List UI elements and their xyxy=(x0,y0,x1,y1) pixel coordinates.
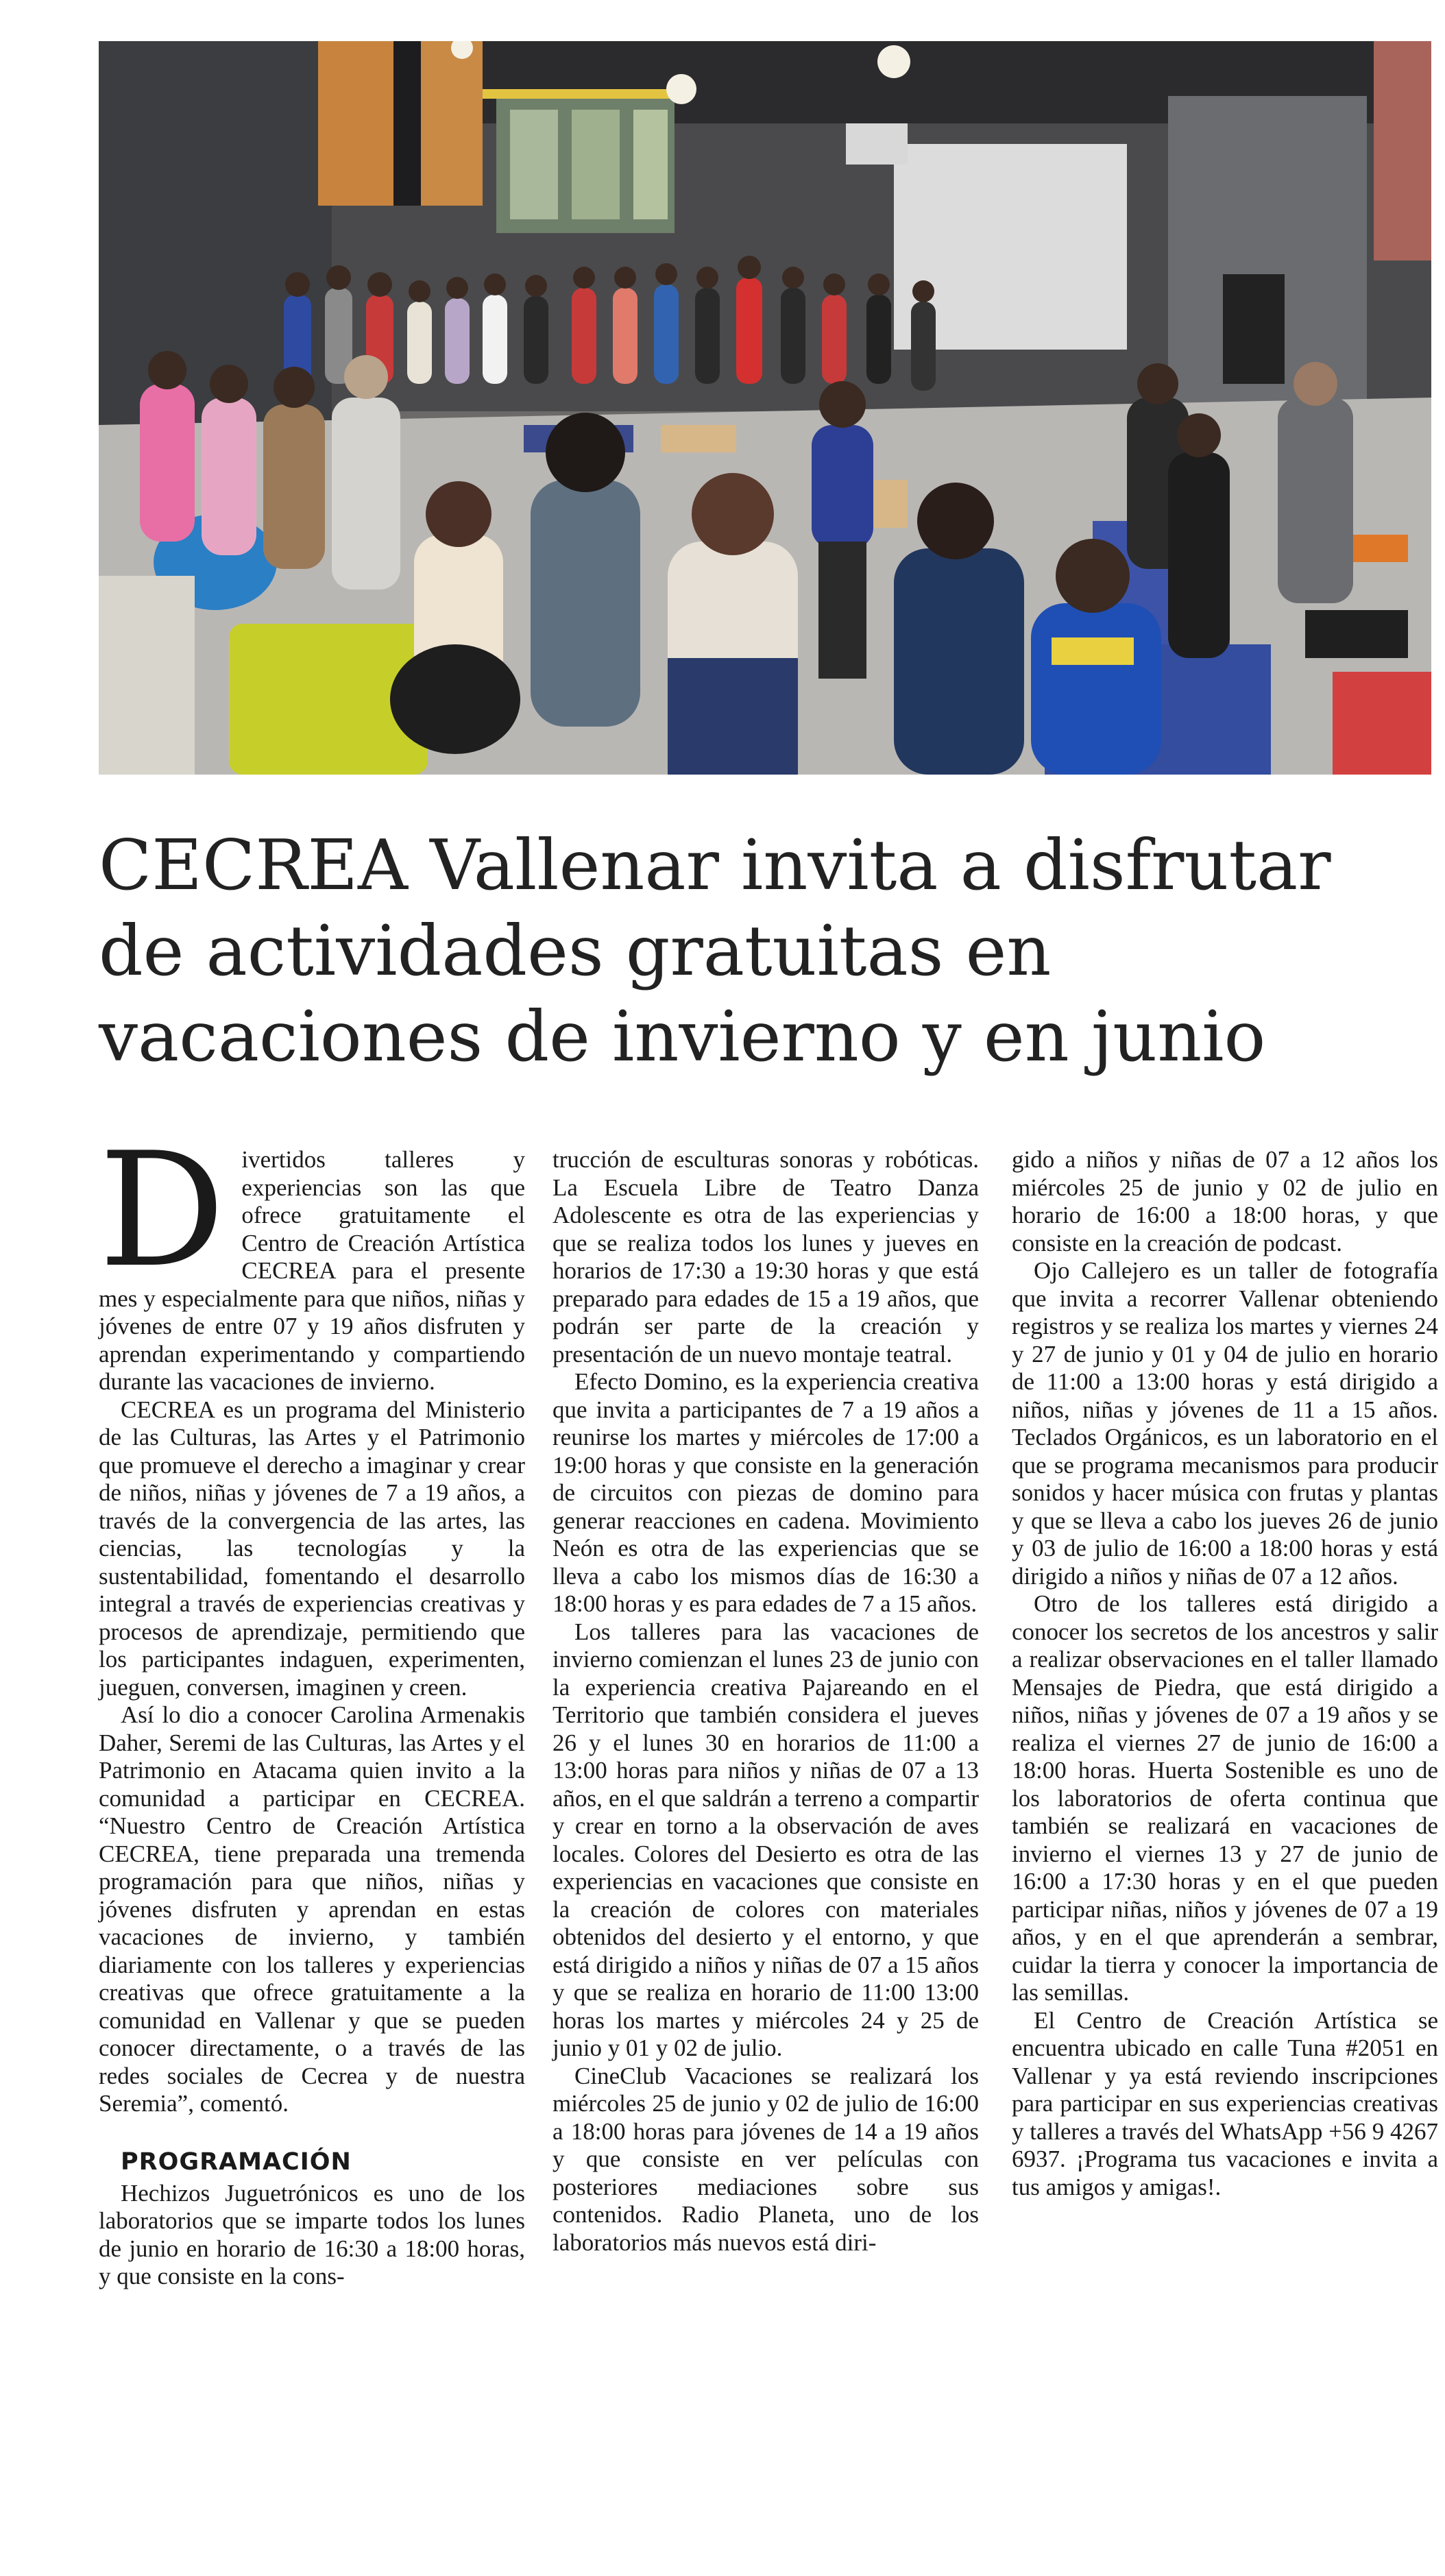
drop-cap: D xyxy=(99,1119,226,1302)
paragraph: Los talleres para las vacaciones de invierno comienzan el lunes 23 de junio con la experiencia creativa Pajareando en el Territorio que también considera el jueves 26 y el lunes 30 en horarios de 11:00 a 13:00 horas para niños y niñas de 07 a 13 años, en el que saldrán a terreno a compartir y crear en torno a la observación de aves locales. Colores del Desierto es otra de las experiencias en vacaciones que consiste en la creación de colores con materiales obtenidos del desierto y el entorno, y que está dirigido a niños y niñas de 07 a 15 años y que se realiza en horario de 11:00 13:00 horas los martes y miércoles 24 y 25 de junio y 01 y 02 de julio. xyxy=(552,1618,979,2061)
headline: CECREA Vallenar invita a disfrutar de actividades gratuitas en vacaciones de invierno y en junio xyxy=(99,825,1331,1077)
paragraph-text: ivertidos talleres y experiencias son las que ofrece gratuitamente el Centro de Creación Artística CECREA para el presente mes y especialmente para que niños, niñas y jóvenes de entre 07 y 19 años disfruten y aprendan experimentando y compartiendo durante las vacaciones de invierno. xyxy=(99,1146,525,1395)
paragraph: gido a niños y niñas de 07 a 12 años los miércoles 25 de junio y 02 de julio en horario de 16:00 a 18:00 horas, y que consiste en la creación de podcast. xyxy=(1012,1146,1438,1256)
article-column-2 xyxy=(552,1146,979,2257)
paragraph: Ojo Callejero es un taller de fotografía que invita a recorrer Vallenar obteniendo registros y se realiza los martes y viernes 24 y 27 de junio y 01 y 04 de julio en horario de 11:00 a 13:00 horas y está dirigido a niños, niñas y jóvenes de 11 a 15 años. Teclados Orgánicos, es un laboratorio en el que se programa mecanismos para producir sonidos y hacer música con frutas y plantas y que se lleva a cabo los jueves 26 de junio y 03 de julio de 16:00 a 18:00 horas y está dirigido a niños y niñas de 07 a 12 años. xyxy=(1012,1257,1438,1590)
lead-paragraph xyxy=(99,1119,525,1396)
paragraph: Así lo dio a conocer Carolina Armenakis Daher, Seremi de las Culturas, las Artes y el Patrimonio en Atacama quien invito a la comunidad a participar en CECREA. “Nuestro Centro de Creación Artística CECREA, tiene preparada una tremenda programación para que niños, niñas y jóvenes disfruten y aprendan en estas vacaciones de invierno, y también diariamente con los talleres y experiencias creativas que ofrece gratuitamente a la comunidad en Vallenar y que se pueden conocer directamente, o a través de las redes sociales de Cecrea y de nuestra Seremia”, comentó. xyxy=(99,1701,525,2117)
paragraph: CineClub Vacaciones se realizará los miércoles 25 de junio y 02 de julio de 16:00 a 18:00 horas para jóvenes de 14 a 19 años y que consiste en ver películas con posteriores mediaciones sobre sus contenidos. Radio Planeta, uno de los laboratorios más nuevos está diri- xyxy=(552,2062,979,2256)
paragraph: CECREA es un programa del Ministerio de las Culturas, las Artes y el Patrimonio que promueve el derecho a imaginar y crear de niños, niñas y jóvenes de 7 a 19 años, a través de la convergencia de las artes, las ciencias, las tecnologías y la sustentabilidad, fomentando el desarrollo integral a través de experiencias creativas y procesos de aprendizaje, permitiendo que los participantes indaguen, experimenten, jueguen, conversen, imaginen y creen. xyxy=(99,1396,525,1701)
paragraph: Efecto Domino, es la experiencia creativa que invita a participantes de 7 a 19 años a reunirse los martes y miércoles de 17:00 a 19:00 horas y que consiste en la generación de circuitos con piezas de domino para generar reacciones en cadena. Movimiento Neón es otra de las experiencias que se lleva a cabo los mismos días de 16:30 a 18:00 horas y es para edades de 7 a 15 años. xyxy=(552,1368,979,1617)
group-workshop-photo-icon xyxy=(99,41,1431,775)
article-column-1 xyxy=(99,1119,525,2291)
article-photo xyxy=(99,41,1431,775)
paragraph: trucción de esculturas sonoras y robóticas. La Escuela Libre de Teatro Danza Adolescente es otra de las experiencias y que se realiza todos los lunes y jueves en horarios de 17:30 a 19:30 horas y que está preparado para edades de 15 a 19 años, que podrán ser parte de la creación y presentación de un nuevo montaje teatral. xyxy=(552,1146,979,1368)
section-subhead: PROGRAMACIÓN xyxy=(121,2148,352,2176)
paragraph: Hechizos Juguetrónicos es uno de los laboratorios que se imparte todos los lunes de junio en horario de 16:30 a 18:00 horas, y que consiste en la cons- xyxy=(99,2179,525,2289)
paragraph: Otro de los talleres está dirigido a conocer los secretos de los ancestros y salir a realizar observaciones en el taller llamado Mensajes de Piedra, que está dirigido a niños, niñas y jóvenes de 07 a 19 años y se realiza el viernes 27 de junio de 16:00 a 18:00 horas. Huerta Sostenible es uno de los laboratorios de oferta continua que también se realizará en vacaciones de invierno el viernes 13 y 27 de junio de 16:00 a 17:30 horas y en el que pueden participar niñas, niños y jóvenes de 07 a 19 años, y en el que aprenderán a sembrar, cuidar la tierra y conocer la importancia de las semillas. xyxy=(1012,1590,1438,2006)
article-column-3 xyxy=(1012,1146,1438,2201)
paragraph: El Centro de Creación Artística se encuentra ubicado en calle Tuna #2051 en Vallenar y ya está reviendo inscripciones para participar en sus experiencias creativas y talleres a través del WhatsApp +56 9 4267 6937. ¡Programa tus vacaciones e invita a tus amigos y amigas!. xyxy=(1012,2006,1438,2200)
